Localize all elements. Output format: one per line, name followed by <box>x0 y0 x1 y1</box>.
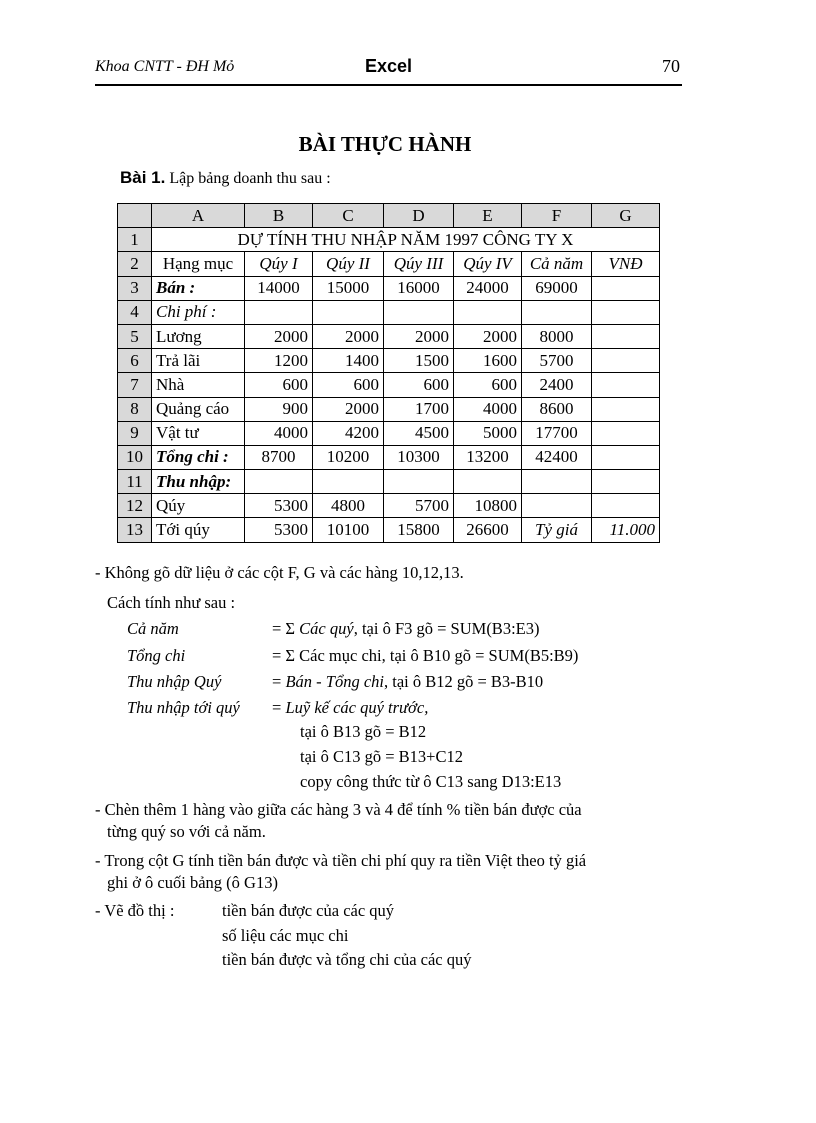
column-header: D <box>384 204 454 228</box>
formula-step: tại ô B13 gõ = B12 <box>300 722 427 741</box>
cell: 5700 <box>384 494 454 518</box>
cell: 2000 <box>384 324 454 348</box>
cell <box>592 445 660 469</box>
note-currency-line1: - Trong cột G tính tiền bán được và tiền chi phí quy ra tiền Việt theo tỷ giá <box>95 851 587 870</box>
page-number: 70 <box>662 56 680 76</box>
cell: 42400 <box>522 445 592 469</box>
cell <box>454 300 522 324</box>
cell: 1500 <box>384 349 454 373</box>
row-header: 10 <box>118 445 152 469</box>
cell: 600 <box>313 373 384 397</box>
table-row <box>118 470 660 494</box>
row-header: 13 <box>118 518 152 542</box>
cell: 4000 <box>454 397 522 421</box>
cell <box>245 300 313 324</box>
cell: Lương <box>152 324 245 348</box>
column-header: G <box>592 204 660 228</box>
cell <box>313 470 384 494</box>
row-header: 4 <box>118 300 152 324</box>
spreadsheet-table <box>117 203 660 543</box>
row-header: 9 <box>118 421 152 445</box>
table-row <box>118 276 660 300</box>
cell: 4500 <box>384 421 454 445</box>
cell: 8700 <box>245 445 313 469</box>
cell: 15000 <box>313 276 384 300</box>
note-currency-line2: ghi ở ô cuối bảng (ô G13) <box>107 873 278 892</box>
column-header: A <box>152 204 245 228</box>
formula-expression: = Σ Các mục chi, tại ô B10 gõ = SUM(B5:B9) <box>272 646 579 665</box>
cell: VNĐ <box>592 252 660 276</box>
cell: 10800 <box>454 494 522 518</box>
table-row <box>118 300 660 324</box>
cell: Hạng mục <box>152 252 245 276</box>
cell <box>313 300 384 324</box>
cell: 10200 <box>313 445 384 469</box>
cell <box>454 470 522 494</box>
row-header: 7 <box>118 373 152 397</box>
cell: 13200 <box>454 445 522 469</box>
cell: 8600 <box>522 397 592 421</box>
cell: 4200 <box>313 421 384 445</box>
column-header: E <box>454 204 522 228</box>
cell <box>592 300 660 324</box>
cell: 24000 <box>454 276 522 300</box>
cell: 4800 <box>313 494 384 518</box>
cell <box>592 421 660 445</box>
formula-label: Thu nhập Quý <box>127 672 222 691</box>
cell <box>384 300 454 324</box>
row-header: 3 <box>118 276 152 300</box>
cell: Cả năm <box>522 252 592 276</box>
table-row <box>118 397 660 421</box>
table-row <box>118 518 660 542</box>
column-header: B <box>245 204 313 228</box>
formula-step: tại ô C13 gõ = B13+C12 <box>300 747 463 766</box>
cell: 16000 <box>384 276 454 300</box>
row-header: 5 <box>118 324 152 348</box>
cell: 5700 <box>522 349 592 373</box>
cell: 17700 <box>522 421 592 445</box>
cell: 2000 <box>313 324 384 348</box>
chart-item: tiền bán được và tổng chi của các quý <box>222 950 472 969</box>
cell <box>522 470 592 494</box>
cell: Vật tư <box>152 421 245 445</box>
cell: 5300 <box>245 494 313 518</box>
cell: Tổng chi : <box>152 445 245 469</box>
row-header: 12 <box>118 494 152 518</box>
table-row <box>118 421 660 445</box>
cell <box>592 373 660 397</box>
cell: Thu nhập: <box>152 470 245 494</box>
page-title: BÀI THỰC HÀNH <box>298 132 472 156</box>
cell <box>384 470 454 494</box>
cell: 1700 <box>384 397 454 421</box>
chart-item: tiền bán được của các quý <box>222 901 395 920</box>
header-department: Khoa CNTT - ĐH Mỏ <box>95 58 235 75</box>
note-no-data-entry: - Không gõ dữ liệu ở các cột F, G và các hàng 10,12,13. <box>95 563 464 582</box>
cell <box>592 494 660 518</box>
cell: 2000 <box>454 324 522 348</box>
cell: 5300 <box>245 518 313 542</box>
cell: 15800 <box>384 518 454 542</box>
cell <box>245 470 313 494</box>
cell: 1600 <box>454 349 522 373</box>
cell: Quảng cáo <box>152 397 245 421</box>
table-row <box>118 494 660 518</box>
formula-expression: = Luỹ kế các quý trước, <box>272 698 429 717</box>
cell: Trả lãi <box>152 349 245 373</box>
cell <box>592 349 660 373</box>
exercise-text: Lập bảng doanh thu sau : <box>169 170 331 187</box>
corner-cell <box>118 204 152 228</box>
cell: Tới qúy <box>152 518 245 542</box>
cell: 2000 <box>245 324 313 348</box>
cell: 600 <box>384 373 454 397</box>
note-insert-row-line1: - Chèn thêm 1 hàng vào giữa các hàng 3 và 4 để tính % tiền bán được của <box>95 800 582 819</box>
cell: Qúy II <box>313 252 384 276</box>
table-title-cell: DỰ TÍNH THU NHẬP NĂM 1997 CÔNG TY X <box>152 228 660 252</box>
cell: 2000 <box>313 397 384 421</box>
formula-expression: = Bán - Tổng chi, tại ô B12 gõ = B3-B10 <box>272 672 544 691</box>
note-insert-row-line2: từng quý so với cả năm. <box>107 822 266 841</box>
cell: Qúy <box>152 494 245 518</box>
cell: 1200 <box>245 349 313 373</box>
cell <box>592 324 660 348</box>
cell: 4000 <box>245 421 313 445</box>
table-row <box>118 445 660 469</box>
formula-label: Cả năm <box>127 619 179 638</box>
table-row <box>118 373 660 397</box>
column-header: F <box>522 204 592 228</box>
cell: 600 <box>245 373 313 397</box>
cell <box>522 300 592 324</box>
page-header <box>95 56 682 86</box>
row-header: 11 <box>118 470 152 494</box>
cell: 26600 <box>454 518 522 542</box>
cell: Qúy IV <box>454 252 522 276</box>
formula-step: copy công thức từ ô C13 sang D13:E13 <box>300 772 562 791</box>
cell: 2400 <box>522 373 592 397</box>
row-header: 6 <box>118 349 152 373</box>
cell <box>592 470 660 494</box>
cell: 8000 <box>522 324 592 348</box>
cell: 600 <box>454 373 522 397</box>
cell: 5000 <box>454 421 522 445</box>
header-topic: Excel <box>364 56 413 76</box>
formula-label: Thu nhập tới quý <box>127 698 240 717</box>
cell: 1400 <box>313 349 384 373</box>
cell: 900 <box>245 397 313 421</box>
cell <box>522 494 592 518</box>
formula-label: Tổng chi <box>127 646 186 665</box>
cell <box>592 397 660 421</box>
row-header: 8 <box>118 397 152 421</box>
cell: 69000 <box>522 276 592 300</box>
table-row <box>118 228 660 252</box>
cell: Qúy I <box>245 252 313 276</box>
table-row <box>118 252 660 276</box>
table-row <box>118 324 660 348</box>
column-header: C <box>313 204 384 228</box>
column-header-row <box>118 204 660 228</box>
cell: 10100 <box>313 518 384 542</box>
row-header: 1 <box>118 228 152 252</box>
cell: Tỷ giá <box>522 518 592 542</box>
cell: 11.000 <box>592 518 660 542</box>
cell: Qúy III <box>384 252 454 276</box>
exercise-heading <box>120 168 331 188</box>
cell: 14000 <box>245 276 313 300</box>
cell: Bán : <box>152 276 245 300</box>
row-header: 2 <box>118 252 152 276</box>
note-chart-label: - Vẽ đồ thị : <box>95 901 175 920</box>
calc-intro: Cách tính như sau : <box>107 593 236 612</box>
chart-item: số liệu các mục chi <box>222 926 349 945</box>
cell: Nhà <box>152 373 245 397</box>
exercise-label: Bài 1. <box>120 168 166 187</box>
cell <box>592 276 660 300</box>
formula-expression: = Σ Các quý, tại ô F3 gõ = SUM(B3:E3) <box>272 619 540 638</box>
table-row <box>118 349 660 373</box>
cell: Chi phí : <box>152 300 245 324</box>
cell: 10300 <box>384 445 454 469</box>
